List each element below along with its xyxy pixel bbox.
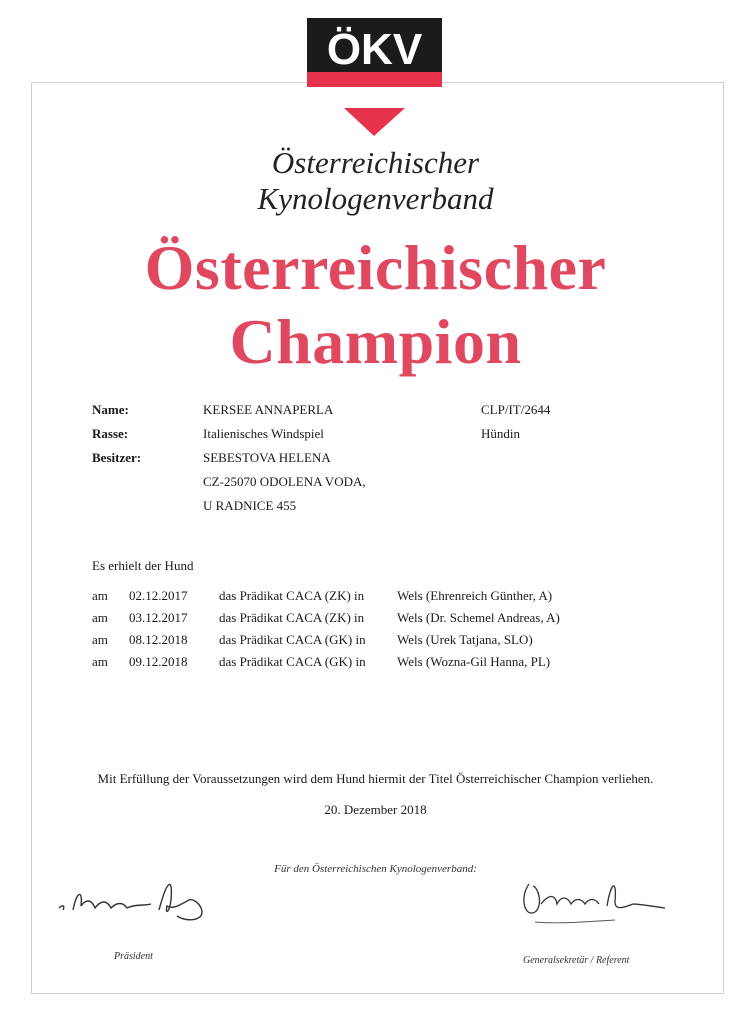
okv-logo xyxy=(303,14,446,138)
logo-text: ÖKV xyxy=(326,25,423,74)
issue-date: 20. Dezember 2018 xyxy=(324,802,427,817)
owner-label: Besitzer: xyxy=(92,450,142,465)
award-date: 03.12.2017 xyxy=(129,610,188,625)
secretary-signature xyxy=(515,872,685,932)
award-text: das Prädikat CACA (ZK) in xyxy=(219,610,365,625)
owner-line: U RADNICE 455 xyxy=(203,498,297,513)
president-signature xyxy=(55,870,220,925)
org-name-line2: Kynologenverband xyxy=(257,181,494,216)
owner-line: CZ-25070 ODOLENA VODA, xyxy=(203,474,366,489)
breed-label: Rasse: xyxy=(92,426,129,441)
certificate-border xyxy=(31,82,724,994)
award-am: am xyxy=(92,654,108,669)
title-line1: Österreichischer xyxy=(144,232,607,303)
award-am: am xyxy=(92,632,108,647)
sex: Hündin xyxy=(481,426,520,441)
owner-line: SEBESTOVA HELENA xyxy=(203,450,331,465)
name-label: Name: xyxy=(92,402,129,417)
award-date: 02.12.2017 xyxy=(129,588,188,603)
award-text: das Prädikat CACA (GK) in xyxy=(219,632,366,647)
president-caption: Präsident xyxy=(114,951,153,962)
conferral-text: Mit Erfüllung der Voraussetzungen wird dem Hund hiermit der Titel Österreichischer Champion verliehen. xyxy=(97,771,654,786)
award-place: Wels (Dr. Schemel Andreas, A) xyxy=(397,610,560,625)
breed: Italienisches Windspiel xyxy=(203,426,324,441)
awards-intro: Es erhielt der Hund xyxy=(92,558,194,573)
award-place: Wels (Ehrenreich Günther, A) xyxy=(397,588,553,603)
award-place: Wels (Urek Tatjana, SLO) xyxy=(397,632,533,647)
secretary-caption: Generalsekretär / Referent xyxy=(523,955,630,966)
registration-number: CLP/IT/2644 xyxy=(481,402,551,417)
award-text: das Prädikat CACA (GK) in xyxy=(219,654,366,669)
award-am: am xyxy=(92,588,108,603)
award-place: Wels (Wozna-Gil Hanna, PL) xyxy=(397,654,551,669)
award-date: 09.12.2018 xyxy=(129,654,188,669)
award-am: am xyxy=(92,610,108,625)
award-text: das Prädikat CACA (ZK) in xyxy=(219,588,365,603)
award-date: 08.12.2018 xyxy=(129,632,188,647)
org-name-line1: Österreichischer xyxy=(271,145,480,180)
title-line2: Champion xyxy=(229,306,522,377)
for-organization-line: Für den Österreichischen Kynologenverband: xyxy=(274,863,477,875)
dog-name: KERSEE ANNAPERLA xyxy=(203,402,334,417)
